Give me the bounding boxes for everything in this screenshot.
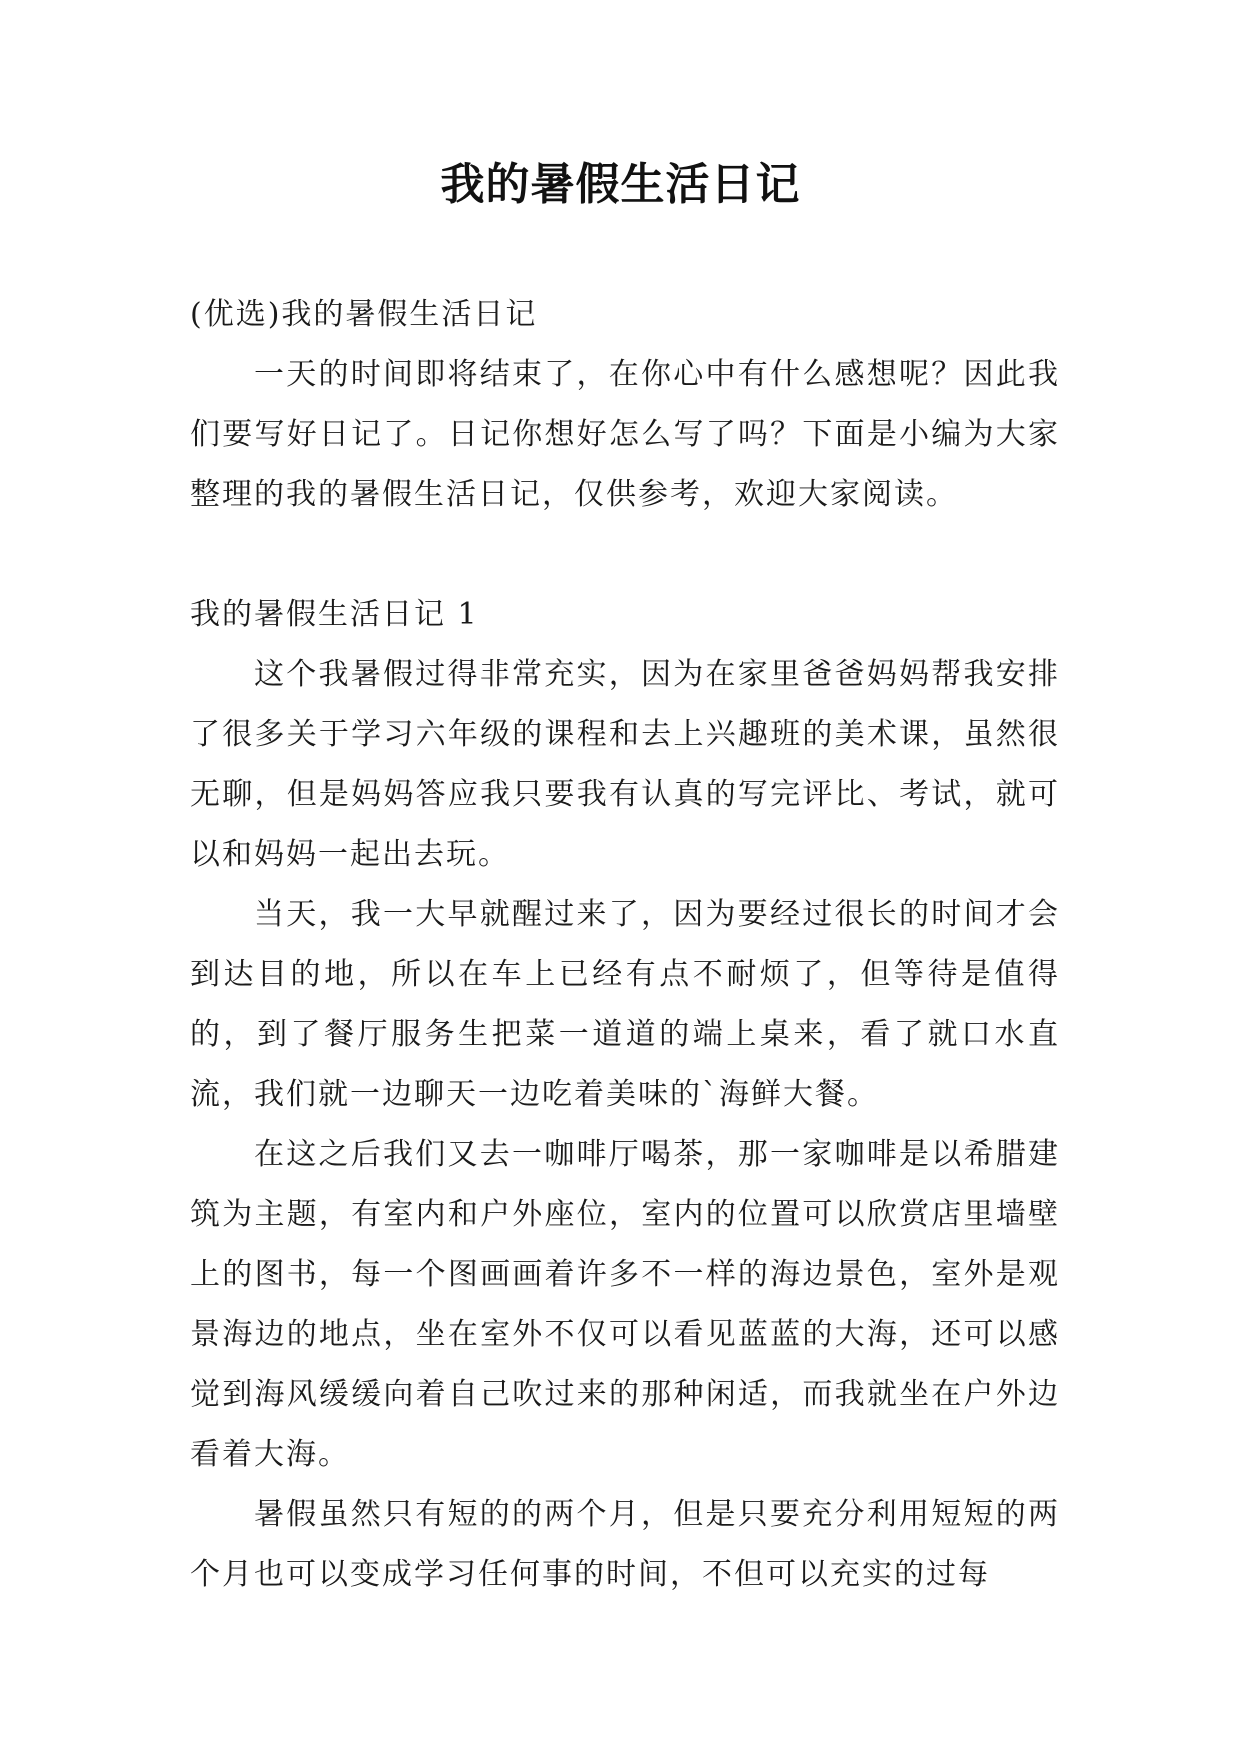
document-body [190, 285, 1060, 1605]
body-paragraph: 当天，我一大早就醒过来了，因为要经过很长的时间才会到达目的地，所以在车上已经有点不耐烦了，但等待是值得的，到了餐厅服务生把菜一道道的端上桌来，看了就口水直流，我们就一边聊天一边吃着美味的`海鲜大餐。 [190, 897, 1060, 1112]
subtitle: (优选)我的暑假生活日记 [190, 297, 538, 332]
section-heading: 我的暑假生活日记 1 [190, 597, 479, 632]
body-paragraph: 这个我暑假过得非常充实，因为在家里爸爸妈妈帮我安排了很多关于学习六年级的课程和去上兴趣班的美术课，虽然很无聊，但是妈妈答应我只要我有认真的写完评比、考试，就可以和妈妈一起出去玩。 [190, 657, 1060, 872]
blank-line [190, 525, 1060, 585]
body-paragraph: 暑假虽然只有短的的两个月，但是只要充分利用短短的两个月也可以变成学习任何事的时间，不但可以充实的过每 [190, 1497, 1060, 1592]
body-paragraph: 在这之后我们又去一咖啡厅喝茶，那一家咖啡是以希腊建筑为主题，有室内和户外座位，室内的位置可以欣赏店里墙壁上的图书，每一个图画画着许多不一样的海边景色，室外是观景海边的地点，坐在室外不仅可以看见蓝蓝的大海，还可以感觉到海风缓缓向着自己吹过来的那种闲适，而我就坐在户外边看着大海。 [190, 1137, 1060, 1472]
document-title: 我的暑假生活日记 [440, 159, 801, 210]
intro-paragraph: 一天的时间即将结束了，在你心中有什么感想呢？因此我们要写好日记了。日记你想好怎么写了吗？下面是小编为大家整理的我的暑假生活日记，仅供参考，欢迎大家阅读。 [190, 357, 1060, 512]
